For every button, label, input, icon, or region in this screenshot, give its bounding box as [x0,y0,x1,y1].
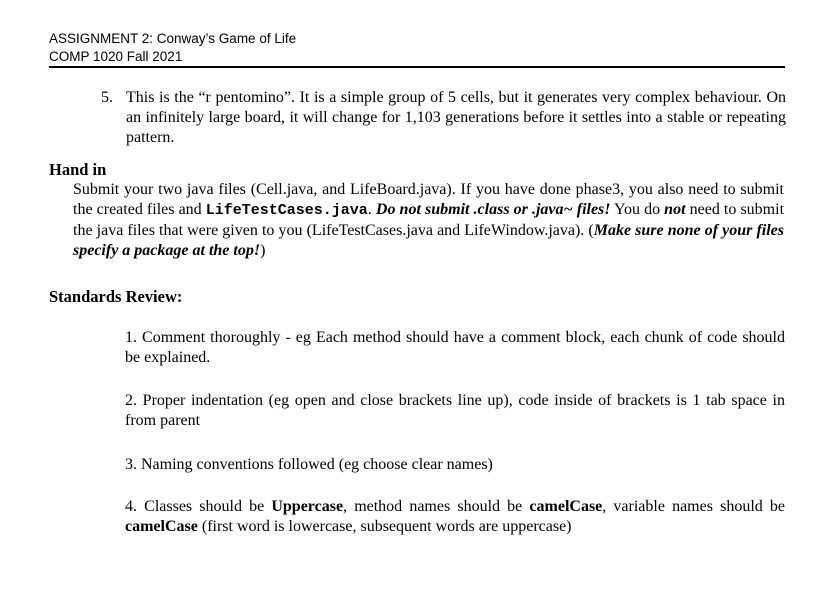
hand-in-text-2: . [367,201,376,218]
standard-item-3: 3. Naming conventions followed (eg choose clear names) [125,456,493,473]
course-term: COMP 1020 Fall 2021 [49,49,183,64]
term-camelcase-methods: camelCase [529,498,603,515]
standards-heading: Standards Review: [49,287,183,306]
hand-in-heading: Hand in [49,160,107,179]
standard-4-text-d: (first word is lowercase, subsequent words are uppercase) [197,518,572,535]
code-filename: LifeTestCases.java [205,202,368,219]
header-divider [49,66,785,68]
list-item-number: 5. [101,89,113,106]
hand-in-text-1: Submit your two java files (Cell.java, and LifeBoard.java). If you have done phase3, you also need to submit the created files and [73,181,784,218]
standard-4-text-b: , method names should be [343,498,530,515]
standard-item-1: 1. Comment thoroughly - eg Each method should have a comment block, each chunk of code should be explained. [125,329,785,366]
emphasis-not: not [664,201,686,218]
standard-4-text-a: 4. Classes should be [125,498,272,515]
term-camelcase-variables: camelCase [125,518,198,535]
hand-in-text-5: ) [260,242,266,259]
term-uppercase: Uppercase [271,498,344,515]
page-header [49,30,784,66]
list-item-text: This is the “r pentomino”. It is a simple group of 5 cells, but it generates very complex behaviour. On an infinitely large board, it will change for 1,103 generations before it settles into a stable or repeating pattern. [126,89,786,146]
hand-in-paragraph [73,180,784,261]
package-warning: Make sure none of your files specify a package at the top! [73,222,785,259]
standard-4-text-c: , variable names should be [602,498,786,515]
standard-item-4 [125,497,785,537]
hand-in-text-3: You do [610,201,665,218]
standard-item-2: 2. Proper indentation (eg open and close brackets line up), code inside of brackets is 1 tab space in from parent [125,392,785,429]
hand-in-text-4: need to submit the java files that were given to you (LifeTestCases.java and LifeWindow.java). ( [73,201,785,239]
submission-warning: Do not submit .class or .java~ files! [375,201,611,218]
assignment-title: ASSIGNMENT 2: Conway’s Game of Life [49,31,297,46]
